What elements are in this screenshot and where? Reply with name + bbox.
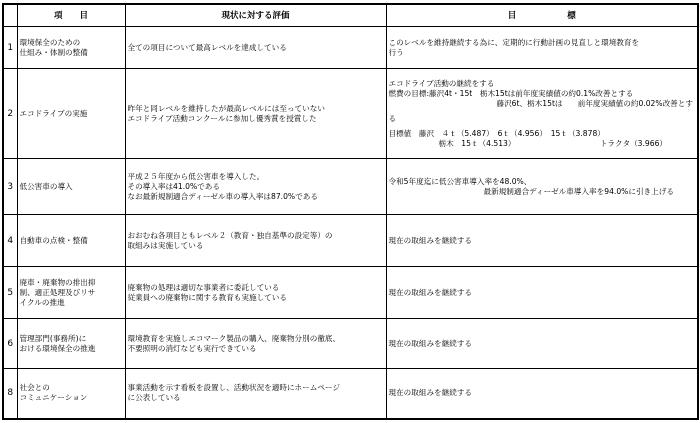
goal-line: 現在の取組みを継続する [388, 388, 473, 398]
row-item [17, 69, 125, 159]
goal-target-tractor: トラクタ（3.966） [599, 138, 667, 148]
row-evaluation [125, 215, 386, 267]
goal-line: る [388, 113, 397, 123]
item-line: 社会との [19, 383, 50, 393]
goal-target-line [389, 139, 696, 149]
goal-line: 目標値 藤沢 ４ｔ（5.487） 6ｔ（4.956） 15ｔ（3.878） [388, 128, 605, 138]
evaluation-line: に公表している [127, 393, 181, 403]
goal-line: エコドライブ活動の継続をする [388, 78, 495, 88]
row-item [17, 319, 125, 369]
row-evaluation [125, 369, 386, 419]
row-item [17, 215, 125, 267]
row-evaluation [125, 267, 386, 319]
goal-line: 現在の取組みを継続する [388, 287, 473, 297]
evaluation-line: 事業活動を示す看板を設置し、活動状況を適時にホームページ [127, 383, 340, 393]
table-row [3, 27, 698, 69]
evaluation-line: エコドライブ活動コンクールに参加し優秀賞を授賞した [127, 113, 317, 123]
item-line: イクルの推進 [19, 297, 65, 307]
evaluation-line: 昨年と同レベルを維持したが最高レベルには至っていない [127, 103, 325, 113]
goal-line: 現在の取組みを継続する [388, 235, 473, 245]
row-number: 2 [3, 69, 17, 159]
table-row [3, 215, 698, 267]
row-item [17, 369, 125, 419]
goal-line: 燃費の目標:藤沢4t・15t 栃木15tは前年度実績値の約0.1%改善とする [388, 88, 634, 98]
evaluation-line: 全ての項目について最高レベルを達成している [127, 42, 287, 52]
item-line: 自動車の点検・整備 [19, 235, 88, 245]
row-item [17, 27, 125, 69]
item-line: エコドライブの実施 [19, 108, 88, 118]
header-row [3, 4, 698, 27]
row-item [17, 159, 125, 215]
header-goal: 目 標 [386, 4, 698, 27]
evaluation-line: おおむね各項目ともレベル２（教育・独自基準の設定等）の [127, 230, 333, 240]
row-number: 6 [3, 319, 17, 369]
item-line: コミュニケーション [19, 393, 88, 403]
goal-line: 藤沢6t、栃木15tは 前年度実績値の約0.02%改善とす [496, 98, 693, 108]
evaluation-table [2, 3, 699, 420]
item-line: 廃車・廃棄物の排出抑 [19, 277, 96, 287]
goal-line: 最新規制適合ディーゼル車導入率を94.0%に引き上げる [483, 186, 674, 196]
row-goal [386, 267, 698, 319]
evaluation-line: 不要照明の消灯なども実行できている [127, 343, 257, 353]
row-goal [386, 319, 698, 369]
evaluation-line: 取組みは実施している [127, 240, 204, 250]
goal-line: 行う [388, 47, 404, 57]
item-line: 仕組み・体制の整備 [19, 47, 88, 57]
row-goal [386, 369, 698, 419]
row-evaluation [125, 27, 386, 69]
row-number: 4 [3, 215, 17, 267]
evaluation-line: 従業員への廃棄物に関する教育も実施している [127, 292, 287, 302]
header-item: 項 目 [17, 4, 125, 27]
goal-target-tochigi: 栃木 15ｔ（4.513） [438, 138, 516, 148]
evaluation-table-container [2, 3, 697, 420]
evaluation-line: なお最新規制適合ディーゼル車の導入率は87.0%である [127, 191, 318, 201]
goal-line: 令和5年度迄に低公害車導入率を48.0%、 [388, 176, 532, 186]
row-number: 5 [3, 267, 17, 319]
evaluation-line: 平成２５年度から低公害車を導入した。 [127, 171, 265, 181]
row-goal [386, 27, 698, 69]
item-line: 管理部門(事務所)に [19, 333, 87, 343]
row-number: 1 [3, 27, 17, 69]
table-row [3, 369, 698, 419]
item-line: おける環境保全の推進 [19, 343, 96, 353]
evaluation-line: 廃棄物の処理は適切な事業者に委託している [127, 282, 280, 292]
item-line: 低公害車の導入 [19, 181, 73, 191]
item-line: 環境保全のための [19, 37, 81, 47]
table-row [3, 69, 698, 159]
row-goal [386, 69, 698, 159]
row-goal [386, 159, 698, 215]
row-evaluation [125, 319, 386, 369]
row-goal [386, 215, 698, 267]
row-number: 3 [3, 159, 17, 215]
header-no [3, 4, 17, 27]
item-line: 制、適正処理及びリサ [19, 287, 96, 297]
header-evaluation: 現状に対する評価 [125, 4, 386, 27]
row-number: 8 [3, 369, 17, 419]
table-row [3, 267, 698, 319]
evaluation-line: その導入率は41.0%である [127, 181, 220, 191]
goal-line: このレベルを維持継続する為に、定期的に行動計画の見直しと環境教育を [388, 37, 640, 47]
row-item [17, 267, 125, 319]
row-evaluation [125, 69, 386, 159]
goal-line: 現在の取組みを継続する [388, 338, 473, 348]
row-evaluation [125, 159, 386, 215]
table-row [3, 319, 698, 369]
table-row [3, 159, 698, 215]
evaluation-line: 環境教育を実施しエコマーク製品の購入、廃棄物分別の徹底、 [127, 333, 341, 343]
